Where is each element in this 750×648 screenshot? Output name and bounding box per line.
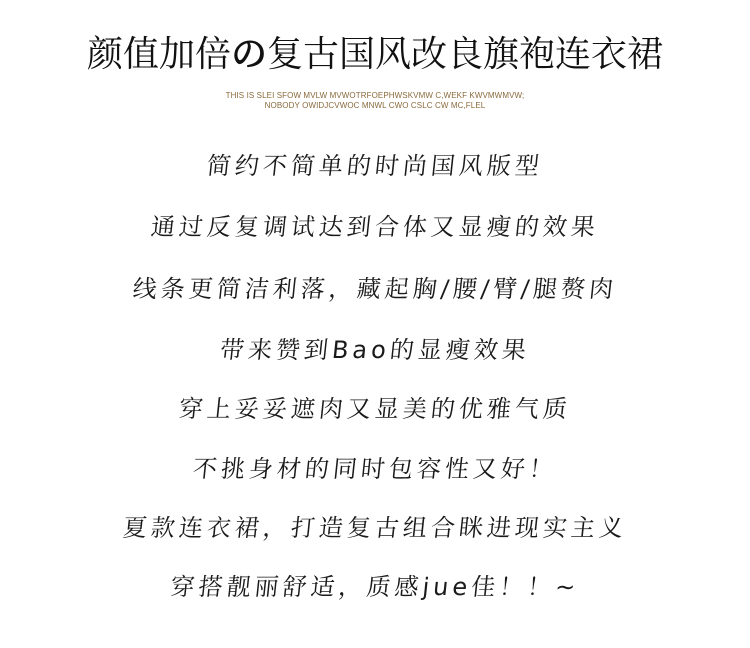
body-line: 穿上妥妥遮肉又显美的优雅气质	[177, 395, 573, 423]
body-line: 简约不简单的时尚国风版型	[205, 152, 545, 180]
body-line: 通过反复调试达到合体又显瘦的效果	[149, 213, 601, 241]
subtitle-line-2: NOBODY OWIDJCVWOC MNWL CWO CSLC CW MC,FLEL	[264, 101, 486, 110]
subtitle-line-1: THIS IS SLEI SFOW MVLW MVWOTRFOEPHWSKVMW C,WEKF KWVMWMVW;	[225, 91, 525, 100]
body-line: 带来赞到Bao的显瘦效果	[218, 336, 532, 364]
body-line: 线条更简洁利落，藏起胸/腰/臂/腿赘肉	[131, 275, 619, 303]
body-line: 夏款连衣裙，打造复古组合眯进现实主义	[121, 514, 629, 542]
title-part-1: 颜值加倍	[86, 34, 231, 75]
body-line: 不挑身材的同时包容性又好！	[191, 455, 559, 483]
title-part-3: 复古国风改良旗袍连衣裙	[267, 34, 664, 75]
body-line: 穿搭靓丽舒适，质感jue佳！！~	[169, 573, 581, 601]
title-part-2: の	[230, 34, 267, 75]
